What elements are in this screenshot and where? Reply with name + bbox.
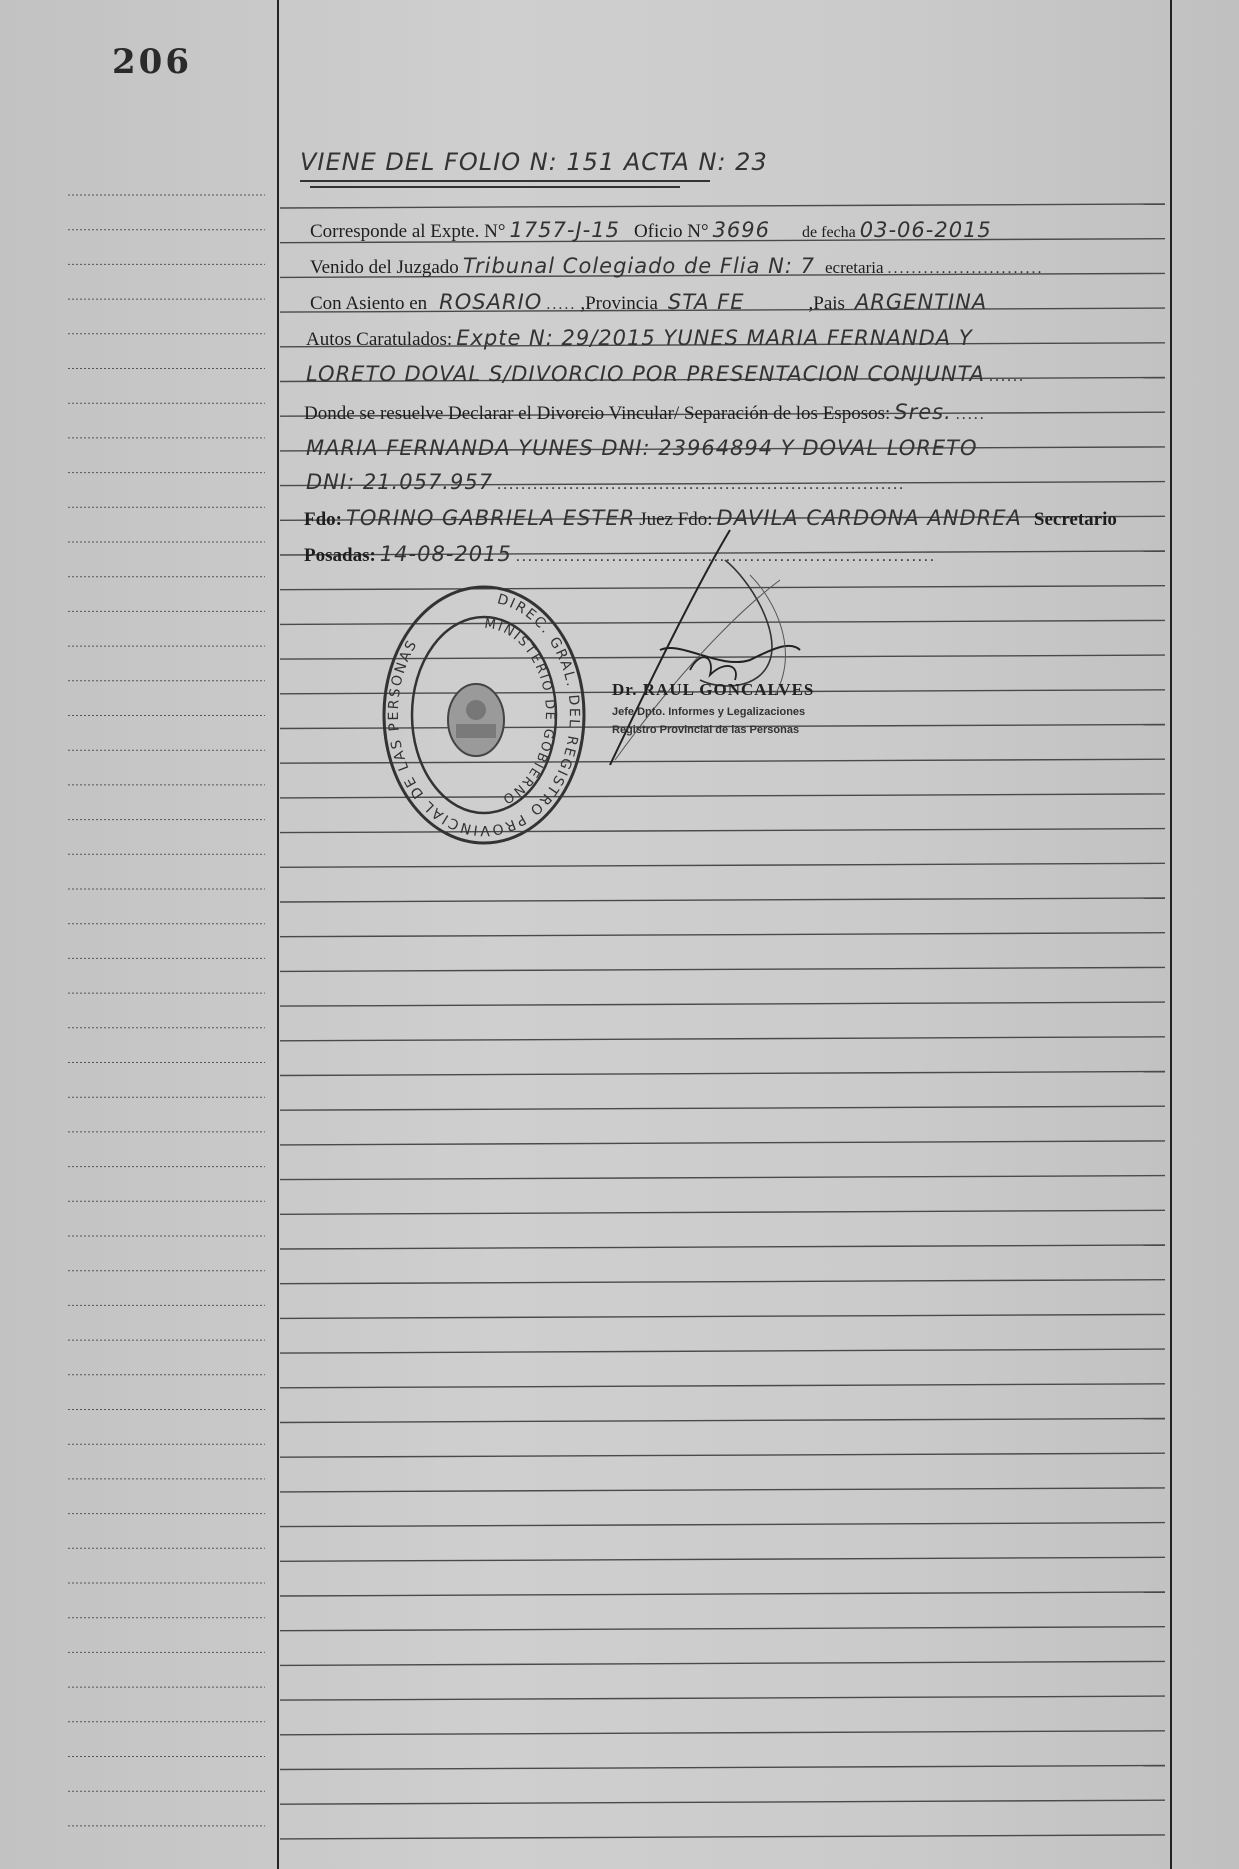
body-ruled-line: [280, 1661, 1165, 1665]
body-ruled-line: [280, 1419, 1165, 1423]
juez-label: Juez Fdo:: [639, 509, 713, 530]
body-ruled-line: [280, 1002, 1165, 1006]
donde-value-prefix: Sres.: [894, 400, 952, 424]
field-row-esposos-2: [306, 470, 905, 494]
fecha-value: 03-06-2015: [859, 218, 992, 242]
field-row-esposos-1: [306, 436, 978, 460]
coat-of-arms-icon: [448, 684, 504, 756]
header-underline-2: [310, 186, 680, 188]
secretario-label: Secretario: [1033, 509, 1117, 530]
fdo-label: Fdo:: [304, 509, 342, 530]
body-ruled-line: [280, 1835, 1165, 1839]
field-row-corresponde: [310, 218, 992, 243]
venido-label: Venido del Juzgado: [310, 257, 459, 278]
dot-leader: ..........................: [887, 260, 1044, 277]
body-ruled-line: [280, 933, 1165, 937]
body-ruled-line: [280, 863, 1165, 867]
body-ruled-line: [280, 1523, 1165, 1527]
juez-value: TORINO GABRIELA ESTER: [346, 506, 636, 530]
right-border-line: [1170, 0, 1172, 1869]
esposos-value-2: DNI: 21.057.957: [306, 470, 494, 494]
signatory-name: Dr. RAUL GONCALVES: [612, 680, 815, 699]
body-ruled-line: [280, 1592, 1165, 1596]
provincia-value: STA FE: [667, 290, 745, 314]
body-ruled-lines: [280, 0, 1165, 1869]
signatory-title: Jefe Dpto. Informes y Legalizaciones: [612, 706, 806, 718]
field-row-donde: [304, 400, 986, 425]
corresponde-label: Corresponde al Expte. N°: [310, 221, 506, 242]
fecha-label: de fecha: [802, 224, 856, 241]
body-ruled-line: [280, 898, 1165, 902]
pais-value: ARGENTINA: [854, 290, 988, 314]
margin-ruled-lines: [60, 0, 275, 1869]
body-ruled-line: [280, 1314, 1165, 1318]
body-ruled-line: [280, 1106, 1165, 1110]
dot-leader: ......: [988, 368, 1025, 385]
svg-text:DIREC. GRAL. DEL REGISTRO PROV: DIREC. GRAL. DEL REGISTRO PROVINCIAL DE LAS PERSONAS: [385, 591, 582, 839]
body-ruled-line: [280, 1731, 1165, 1735]
signatory-office: Registro Provincial de las Personas: [612, 724, 800, 736]
donde-label: Donde se resuelve Declarar el Divorcio Vincular/ Separación de los Esposos:: [304, 403, 891, 424]
header-underline: [300, 180, 710, 182]
body-ruled-line: [280, 967, 1165, 971]
asiento-value: ROSARIO: [439, 290, 543, 314]
body-ruled-line: [280, 1696, 1165, 1700]
body-ruled-line: [280, 1800, 1165, 1804]
body-ruled-line: [280, 1453, 1165, 1457]
posadas-label: Posadas:: [304, 545, 376, 566]
autos-label: Autos Caratulados:: [306, 329, 453, 350]
body-ruled-line: [280, 1280, 1165, 1284]
body-ruled-line: [280, 1384, 1165, 1388]
body-ruled-line: [280, 1037, 1165, 1041]
field-row-asiento: [310, 290, 987, 315]
esposos-value-1: MARIA FERNANDA YUNES DNI: 23964894 Y DOVAL LORETO: [306, 436, 978, 460]
field-row-autos: [306, 326, 973, 351]
body-ruled-line: [280, 1210, 1165, 1214]
body-ruled-line: [280, 1557, 1165, 1561]
official-seal-stamp: [380, 582, 588, 848]
oficio-value: 3696: [712, 218, 771, 242]
page-number: 206: [112, 42, 192, 82]
pais-label: ,Pais: [808, 293, 845, 314]
asiento-label: Con Asiento en: [310, 293, 428, 314]
oficio-label: Oficio N°: [633, 221, 709, 242]
autos-value-1: Expte N: 29/2015 YUNES MARIA FERNANDA Y: [456, 326, 973, 350]
header-handwritten: VIENE DEL FOLIO N: 151 ACTA N: 23: [300, 148, 768, 176]
field-row-autos-cont: [306, 362, 1025, 386]
body-ruled-line: [280, 204, 1165, 208]
secretaria-label: ecretaria: [825, 258, 884, 277]
dot-leader: .....: [546, 296, 577, 313]
body-ruled-line: [280, 1766, 1165, 1770]
body-ruled-line: [280, 1488, 1165, 1492]
dot-leader: ....................................................................: [497, 476, 906, 493]
dot-leader: .....: [955, 406, 986, 423]
autos-value-2: LORETO DOVAL S/DIVORCIO POR PRESENTACION CONJUNTA: [306, 362, 985, 386]
body-ruled-line: [280, 1627, 1165, 1631]
body-ruled-line: [280, 1245, 1165, 1249]
secretario-value: DAVILA CARDONA ANDREA: [716, 506, 1022, 530]
body-ruled-line: [280, 1349, 1165, 1353]
body-ruled-line: [280, 1141, 1165, 1145]
dot-leader: ......................................................................: [515, 548, 936, 565]
body-ruled-line: [280, 1072, 1165, 1076]
posadas-value: 14-08-2015: [379, 542, 512, 566]
signature-block: [612, 680, 814, 736]
provincia-label: ,Provincia: [580, 293, 658, 314]
expte-value: 1757-J-15: [509, 218, 620, 242]
margin-divider-line: [277, 0, 279, 1869]
juzgado-value: Tribunal Colegiado de Flia N: 7: [462, 254, 815, 278]
field-row-juzgado: [310, 254, 1044, 279]
body-ruled-line: [280, 1176, 1165, 1180]
svg-text:MINISTERIO DE GOBIERNO: MINISTERIO DE GOBIERNO: [483, 616, 558, 808]
